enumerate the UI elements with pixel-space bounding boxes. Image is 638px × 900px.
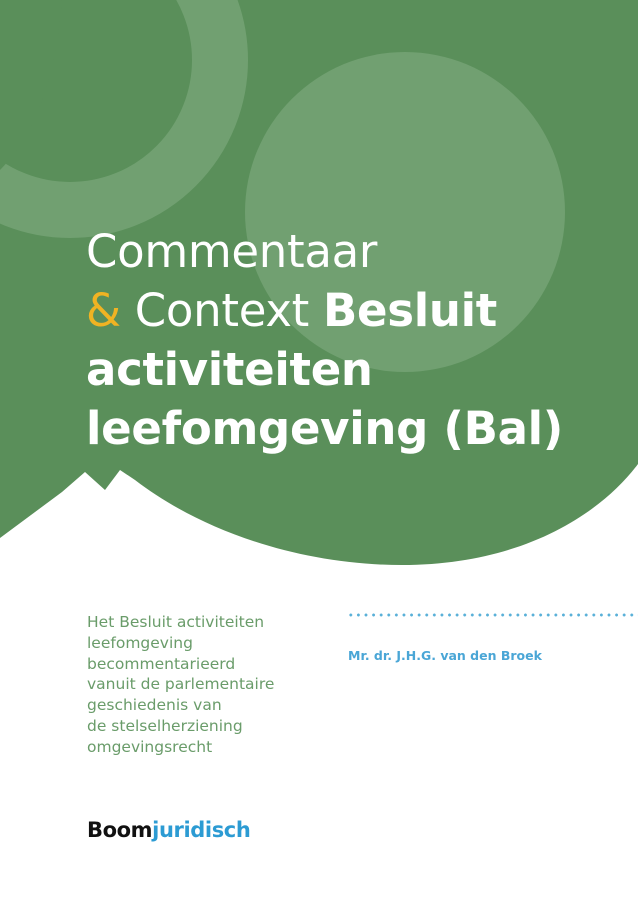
title-context: Context (120, 284, 323, 337)
title-line-4: leefomgeving (Bal) (86, 402, 564, 455)
dotted-divider (347, 613, 638, 617)
publisher-logo-juridisch: juridisch (152, 818, 251, 842)
book-subtitle (87, 612, 337, 758)
subtitle-line: becommentarieerd (87, 654, 236, 673)
subtitle-line: vanuit de parlementaire (87, 675, 275, 694)
title-line-2 (86, 281, 626, 340)
subtitle-line: geschiedenis van (87, 696, 222, 715)
publisher-logo-boom: Boom (87, 818, 153, 842)
publisher-logo (87, 818, 250, 842)
title-line-1: Commentaar (86, 225, 378, 278)
subtitle-line: omgevingsrecht (87, 737, 213, 756)
subtitle-line: Het Besluit activiteiten (87, 613, 265, 631)
subtitle-line: de stelselherziening (87, 716, 243, 735)
title-ampersand: & (86, 284, 121, 337)
book-title (86, 222, 626, 458)
subtitle-line: leefomgeving (87, 633, 193, 652)
title-besluit: Besluit (323, 284, 497, 337)
title-line-3: activiteiten (86, 343, 373, 396)
author-name: Mr. dr. J.H.G. van den Broek (348, 648, 542, 663)
